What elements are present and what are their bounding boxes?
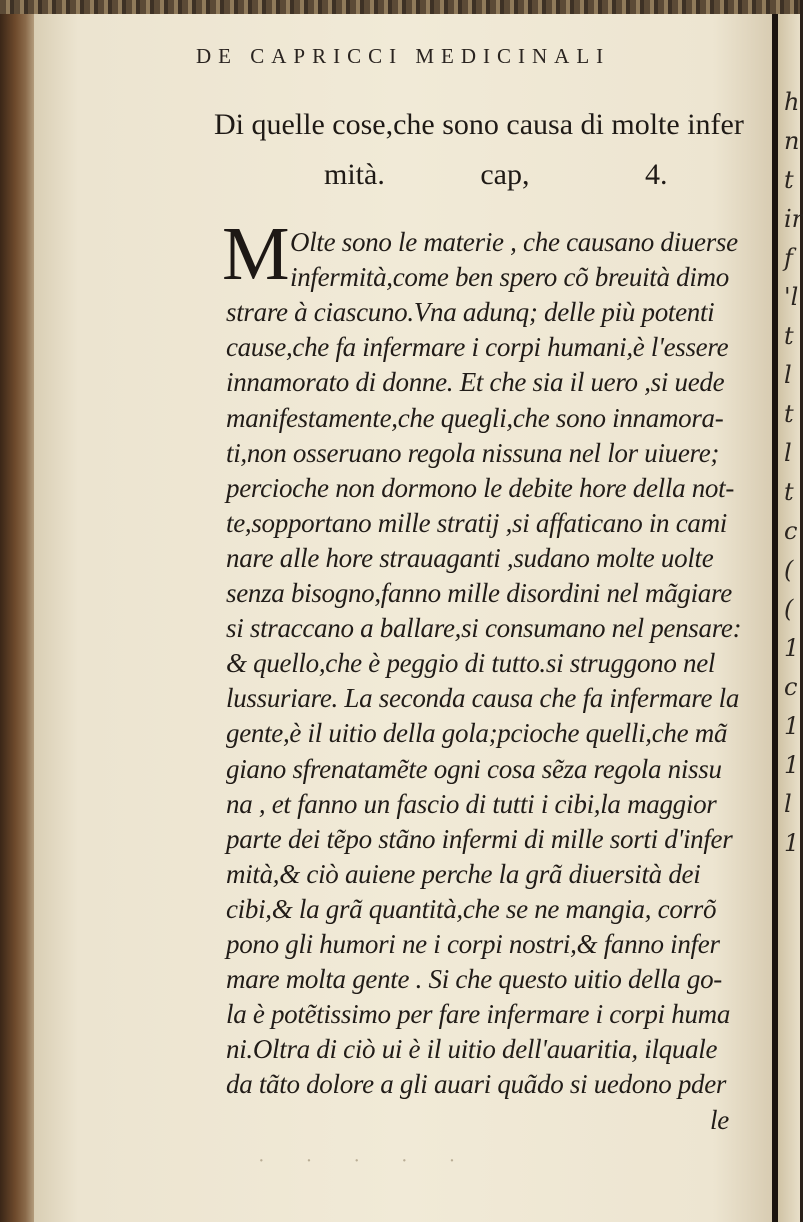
text-line: lussuriare. La seconda causa che fa infermare la: [226, 683, 740, 714]
text-line: ti,non osseruano regola nissuna nel lor uiuere;: [226, 437, 720, 468]
page-specks: · · · · ·: [258, 1150, 474, 1172]
next-page-fragment: l: [784, 439, 792, 467]
text-line: mare molta gente . Si che questo uitio della go-: [226, 964, 723, 995]
text-line: Olte sono le materie , che causano diuerse: [290, 227, 738, 257]
chapter-heading-word: mità.: [324, 158, 385, 191]
text-line: & quello,che è peggio di tutto.si struggono nel: [226, 648, 716, 679]
text-line: gente,è il uitio della gola;pcioche quelli,che mã: [226, 718, 728, 749]
text-line: parte dei tẽpo stãno infermi di mille sorti d'infer: [226, 823, 733, 854]
next-page-fragment: f: [784, 244, 793, 272]
next-page-fragment: c: [784, 673, 798, 701]
next-page-edge: [778, 14, 803, 1222]
next-page-fragment: h: [784, 88, 800, 116]
next-page-fragment: (: [784, 595, 794, 623]
text-line: strare à ciascuno.Vna adunq; delle più potenti: [226, 297, 715, 328]
text-line: senza bisogno,fanno mille disordini nel mãgiare: [226, 578, 732, 608]
text-line: ni.Oltra di ciò ui è il uitio dell'auaritia, ilquale: [226, 1034, 718, 1065]
next-page-fragment: 'l: [784, 283, 799, 311]
next-page-fragment: 1: [784, 712, 800, 740]
text-line: da tãto dolore a gli auari quãdo si uedono pder: [226, 1069, 727, 1100]
text-line: cause,che fa infermare i corpi humani,è l'essere: [226, 332, 729, 363]
next-page-fragment: 1: [784, 829, 800, 857]
text-line: mità,& ciò auiene perche la grã diuersità dei: [226, 858, 701, 889]
text-line: na , et fanno un fascio di tutti i cibi,la maggior: [226, 788, 717, 819]
text-line: te,sopportano mille stratij ,si affaticano in cami: [226, 507, 727, 538]
text-line: la è potẽtissimo per fare infermare i corpi huma: [226, 999, 731, 1030]
text-line: giano sfrenatamẽte ogni cosa sẽza regola nissu: [226, 753, 722, 784]
chapter-cap-label: cap,: [480, 158, 530, 191]
chapter-heading-line2: [214, 150, 762, 200]
next-page-fragment: n: [784, 127, 800, 155]
chapter-heading: [214, 100, 762, 200]
next-page-fragment: t: [784, 478, 794, 506]
chapter-number: 4.: [644, 158, 668, 191]
next-page-fragment: 1: [784, 751, 800, 779]
next-page-fragment: l: [784, 790, 792, 818]
text-line: infermità,come ben spero cõ breuità dimo: [290, 262, 729, 293]
next-page-fragment: (: [784, 556, 794, 584]
text-line: innamorato di donne. Et che sia il uero ,si uede: [226, 367, 725, 398]
running-head: DE CAPRICCI MEDICINALI: [196, 44, 611, 68]
text-line: cibi,& la grã quantità,che se ne mangia, corrõ: [226, 893, 717, 924]
text-line: percioche non dormono le debite hore della not-: [226, 472, 735, 503]
next-page-fragment: l: [784, 361, 792, 389]
text-line: nare alle hore strauaganti ,sudano molte uolte: [226, 542, 714, 573]
book-binding: [0, 14, 34, 1222]
book-top-edge: [0, 0, 800, 14]
next-page-fragment: c: [784, 517, 798, 545]
text-line: si straccano a ballare,si consumano nel pensare:: [226, 613, 742, 644]
text-line: manifestamente,che quegli,che sono innamora-: [226, 402, 724, 433]
next-page-fragment: t: [784, 166, 794, 194]
text-line: pono gli humori ne i corpi nostri,& fanno infer: [226, 929, 720, 959]
next-page-fragment: ir: [784, 205, 803, 233]
drop-cap: M: [222, 212, 290, 296]
next-page-fragment: t: [784, 400, 794, 428]
text-line: le: [710, 1104, 729, 1135]
next-page-fragment: t: [784, 322, 794, 350]
next-page-fragment: 1: [784, 634, 800, 662]
chapter-heading-line1: Di quelle cose,che sono causa di molte infer: [214, 108, 744, 141]
